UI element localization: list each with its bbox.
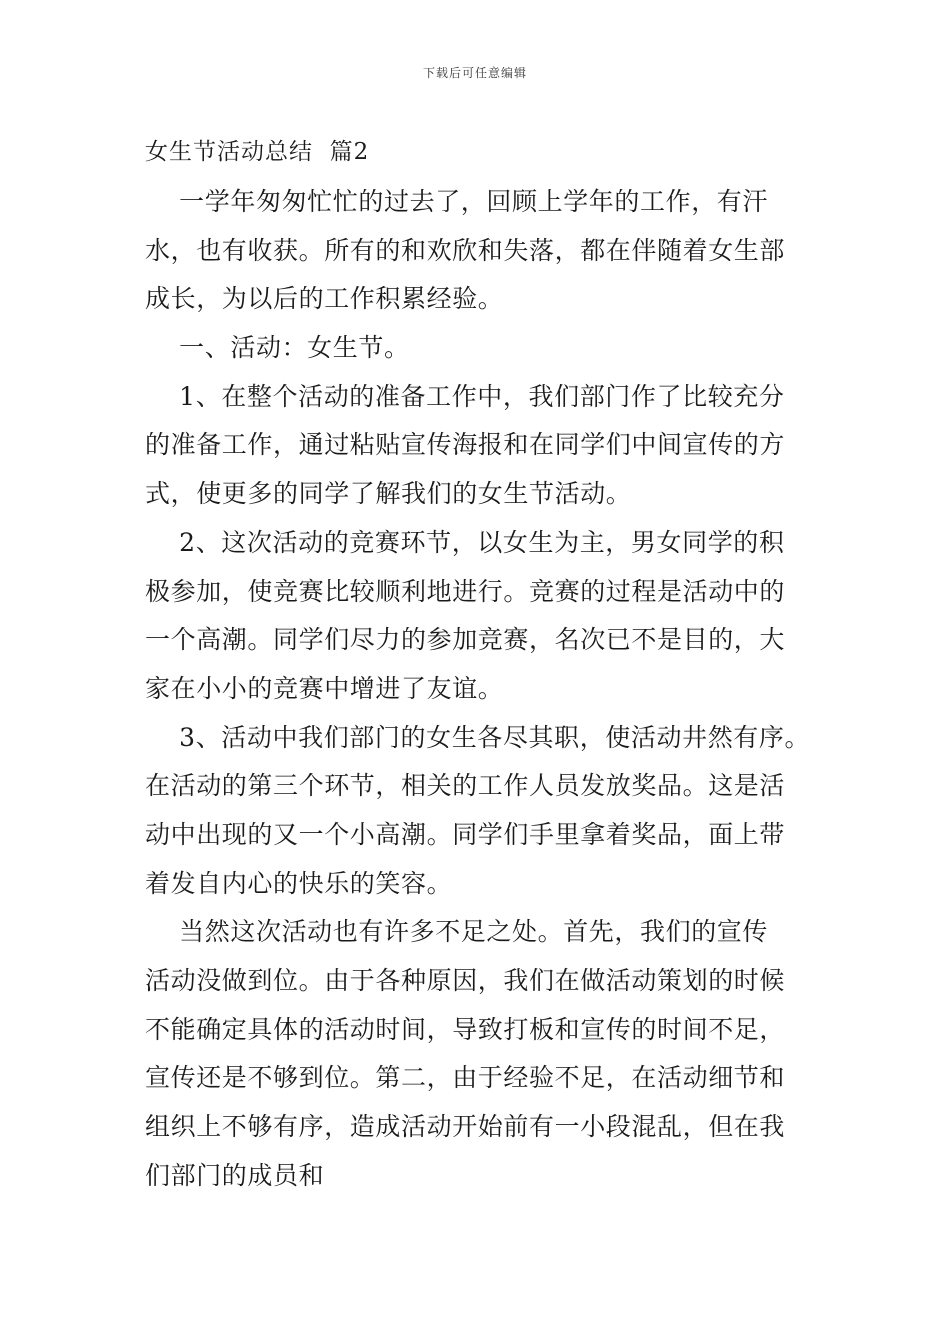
text-line: 的准备工作，通过粘贴宣传海报和在同学们中间宣传的方 <box>145 430 786 460</box>
text-line: 成长，为以后的工作积累经验。 <box>145 284 504 314</box>
text-line: 水，也有收获。所有的和欢欣和失落，都在伴随着女生部 <box>145 235 786 265</box>
text-line: 一个高潮。同学们尽力的参加竞赛，名次已不是目的，大 <box>145 625 786 655</box>
document-title: 女生节活动总结 篇2 <box>145 139 370 165</box>
text-line: 1、在整个活动的准备工作中，我们部门作了比较充分 <box>145 381 785 411</box>
header-note: 下载后可任意编辑 <box>422 66 527 80</box>
text-line: 在活动的第三个环节，相关的工作人员发放奖品。这是活 <box>145 771 786 801</box>
text-line: 宣传还是不够到位。第二，由于经验不足，在活动细节和 <box>145 1063 786 1093</box>
body-text <box>145 178 835 1200</box>
text-line: 当然这次活动也有许多不足之处。首先，我们的宣传 <box>145 917 768 947</box>
text-line: 组织上不够有序，造成活动开始前有一小段混乱，但在我 <box>145 1112 786 1142</box>
text-line: 一、活动：女生节。 <box>145 333 410 363</box>
text-line: 们部门的成员和 <box>145 1160 325 1190</box>
text-line: 不能确定具体的活动时间，导致打板和宣传的时间不足， <box>145 1014 786 1044</box>
text-line: 式，使更多的同学了解我们的女生节活动。 <box>145 479 632 509</box>
text-line: 着发自内心的快乐的笑容。 <box>145 868 453 898</box>
text-line: 一学年匆匆忙忙的过去了，回顾上学年的工作，有汗 <box>145 187 768 216</box>
text-line: 动中出现的又一个小高潮。同学们手里拿着奖品，面上带 <box>145 819 786 849</box>
text-line: 家在小小的竞赛中增进了友谊。 <box>145 673 504 703</box>
text-line: 极参加，使竞赛比较顺利地进行。竞赛的过程是活动中的 <box>145 576 786 606</box>
text-line: 活动没做到位。由于各种原因，我们在做活动策划的时候 <box>145 966 786 995</box>
text-line: 2、这次活动的竞赛环节，以女生为主，男女同学的积 <box>145 527 785 557</box>
text-line: 3、活动中我们部门的女生各尽其职，使活动井然有序。 <box>145 722 811 752</box>
